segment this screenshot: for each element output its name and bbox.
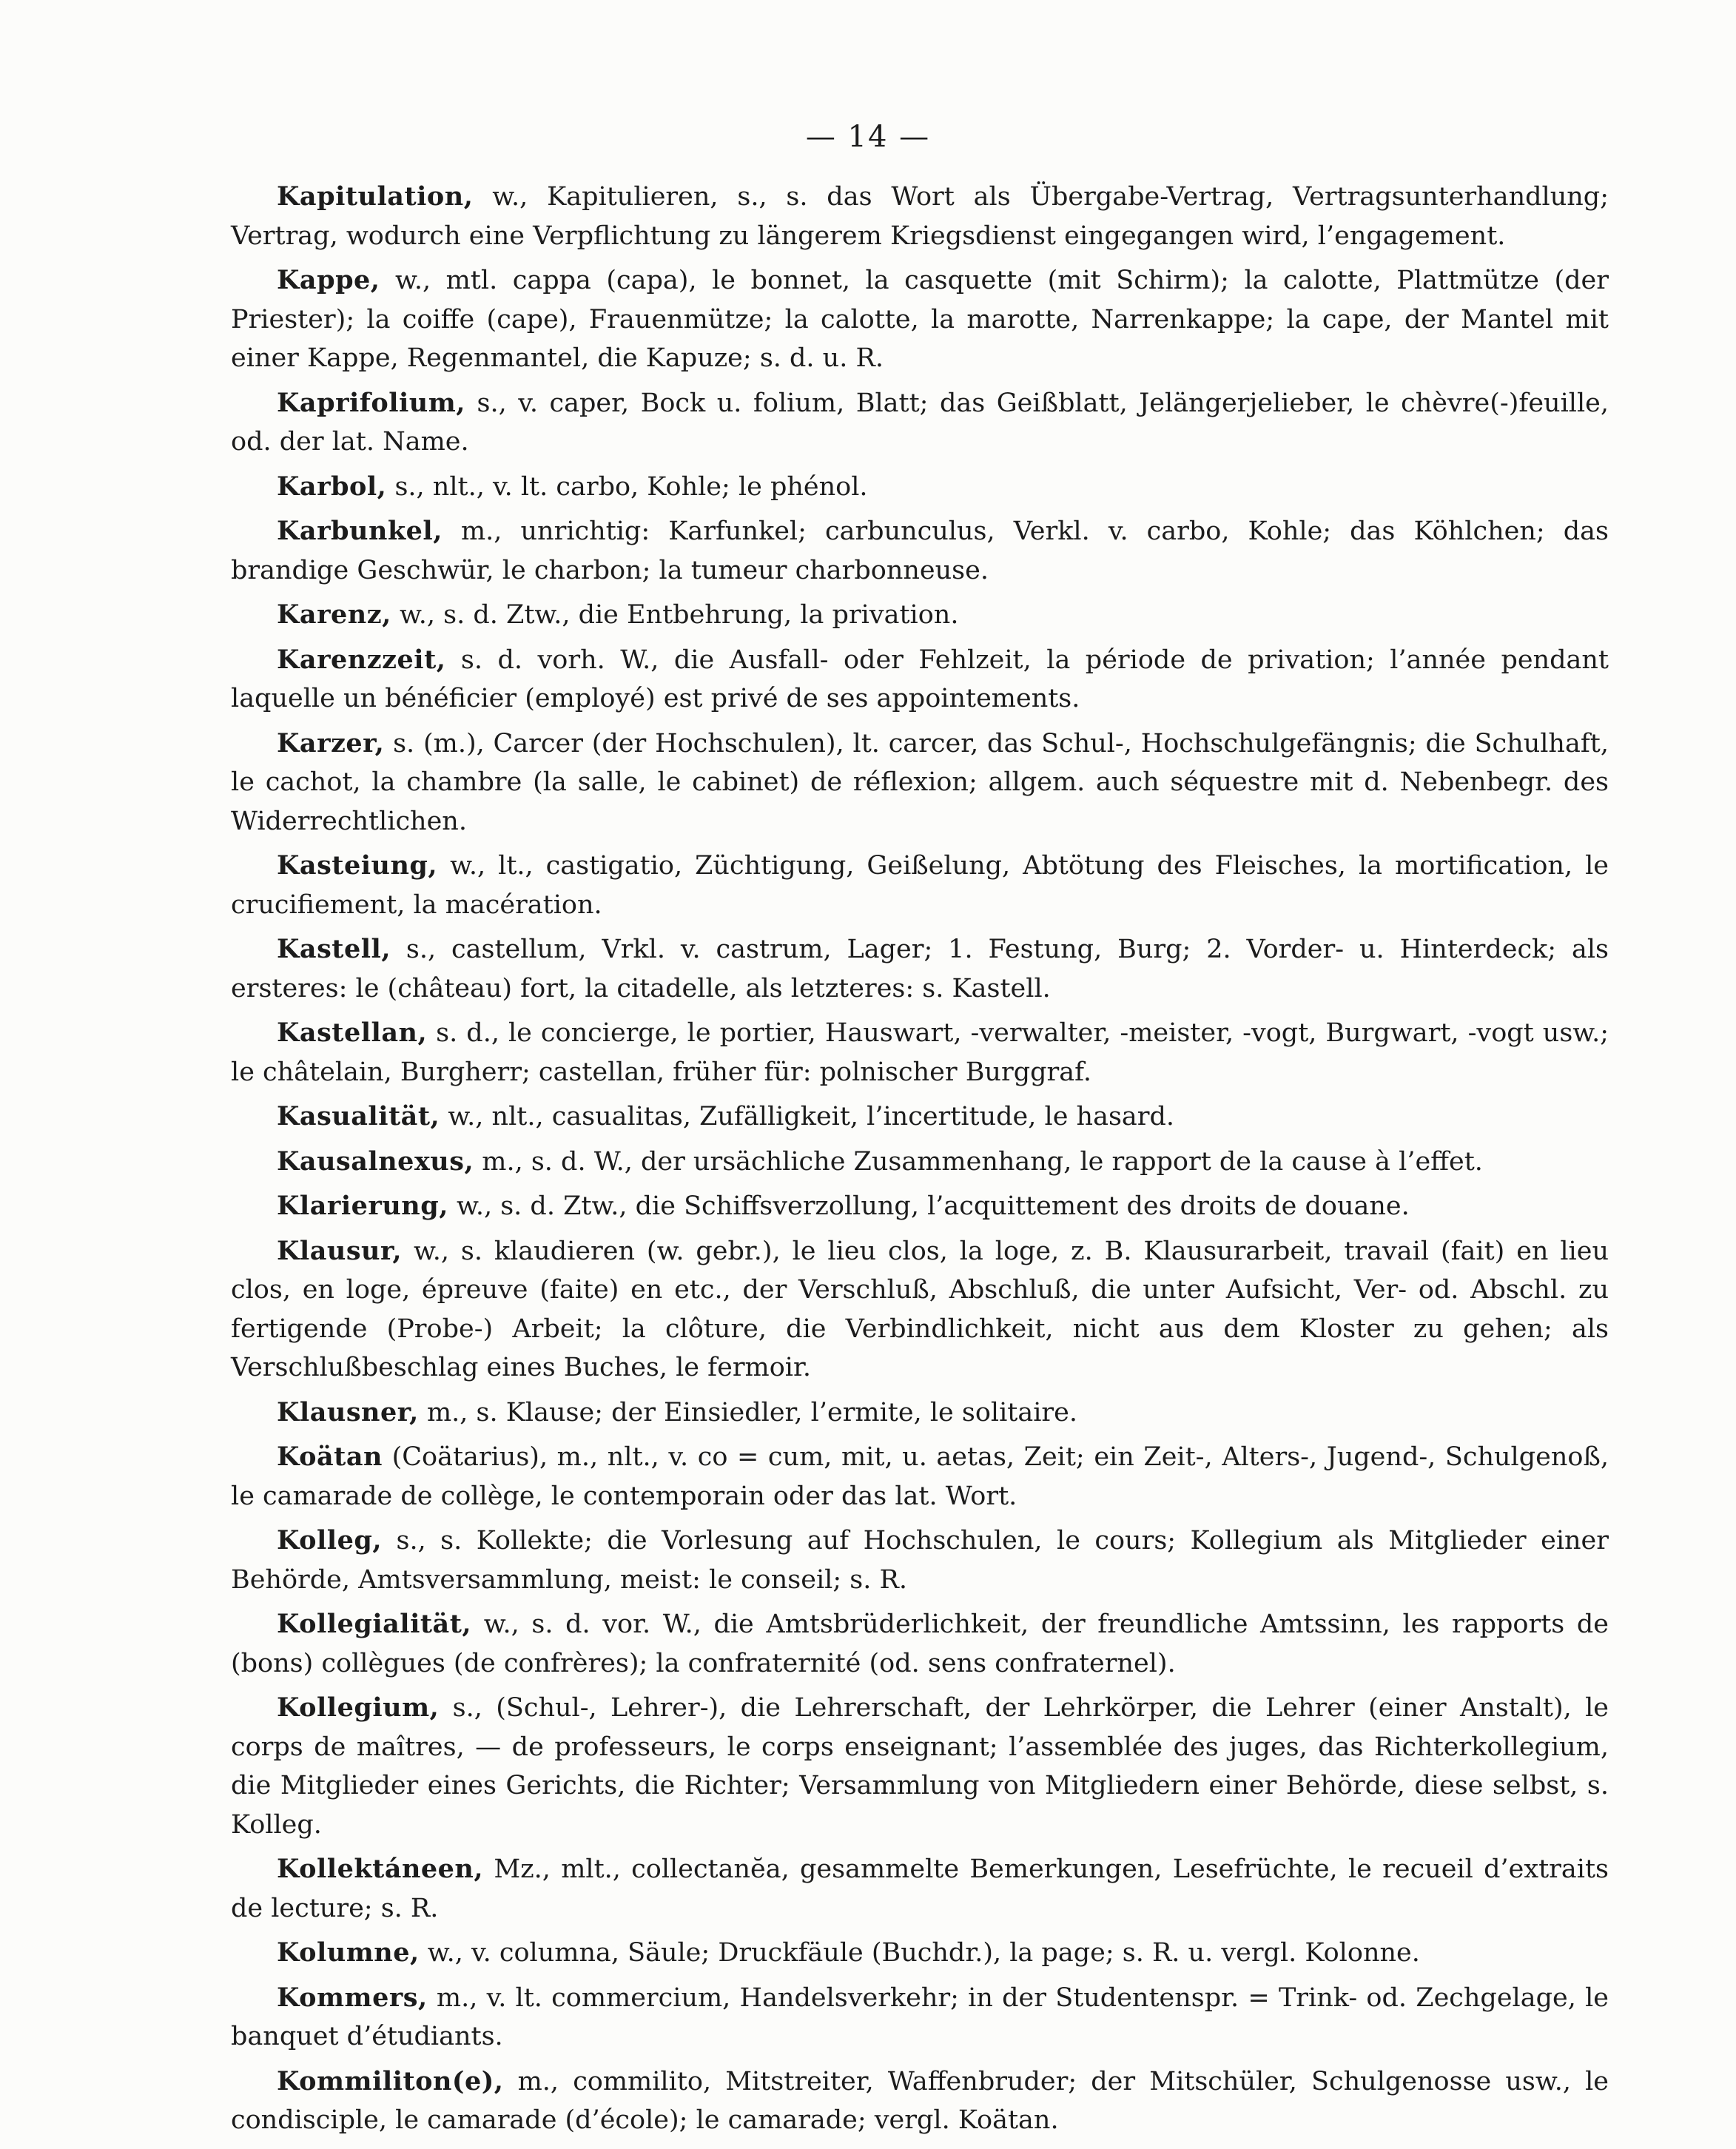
entry-koaetan [231,1438,1609,1516]
entry-head: Kappe, [277,265,380,295]
entry-head: Kapitulation, [277,181,474,212]
entry-body: m., s. Klause; der Einsiedler, l’ermite, le solitaire. [418,1397,1077,1427]
entry-body: w., s. klaudieren (w. gebr.), le lieu clos, la loge, z. B. Klausurarbeit, travail (fait) en lieu clos, en loge, épreuve (faite) en etc., der Verschluß, Abschluß, die unter Aufsicht, Ver- od. Abschl. zu fertigende (Probe-) Arbeit; la clôture, die Verbindlichkeit, nicht aus dem Kloster zu gehen; als Verschlußbeschlag eines Buches, le fermoir. [231,1236,1609,1382]
entry-head: Kastellan, [277,1018,428,1048]
entry-head: Karbunkel, [277,516,443,546]
entry-body: w., nlt., casualitas, Zufälligkeit, l’incertitude, le hasard. [440,1102,1175,1131]
entry-head: Kolumne, [277,1937,420,1968]
entry-karenz [231,596,1609,635]
entry-head: Kommers, [277,1982,428,2013]
entry-kapitulation [231,178,1609,255]
entry-head: Koätan [277,1442,383,1472]
entry-karbunkel [231,512,1609,590]
entry-body: w., v. columna, Säule; Druckfäule (Buchdr.), la page; s. R. u. vergl. Kolonne. [419,1938,1420,1968]
entry-klausur [231,1232,1609,1388]
entry-kasualitaet [231,1097,1609,1137]
entry-head: Kastell, [277,934,391,964]
entry-karenzzeit [231,641,1609,719]
entry-head: Kollegialität, [277,1609,472,1639]
entry-body: m., commilito, Mitstreiter, Waffenbruder; der Mitschüler, Schulgenosse usw., le condisciple, le camarade (d’école); le camarade; vergl. Koätan. [231,2066,1609,2135]
entry-body: (Coätarius), m., nlt., v. co = cum, mit, u. aetas, Zeit; ein Zeit-, Alters-, Jugend-, Schulgenoß, le camarade de collège, le contemporain oder das lat. Wort. [231,1442,1609,1511]
page-number: — 14 — [805,120,931,154]
entry-kollegium [231,1689,1609,1844]
entry-body: w., mtl. cappa (capa), le bonnet, la casquette (mit Schirm); la calotte, Plattmütze (der Priester); la coiffe (cape), Frauenmütze; la calotte, la marotte, Narrenkappe; la cape, der Mantel mit einer Kappe, Regenmantel, die Kapuze; s. d. u. R. [231,266,1609,373]
entry-head: Kasualität, [277,1101,440,1131]
entry-head: Klausur, [277,1235,403,1266]
dictionary-entries [231,178,1609,2146]
entry-head: Kommiliton(e), [277,2065,504,2096]
entry-klausner [231,1393,1609,1433]
entry-kastell [231,930,1609,1008]
entry-head: Kollegium, [277,1692,440,1723]
entry-kastellan [231,1014,1609,1092]
entry-kappe [231,261,1609,378]
entry-kaprifolium [231,384,1609,462]
entry-body: s., castellum, Vrkl. v. castrum, Lager; 1. Festung, Burg; 2. Vorder- u. Hinterdeck; als ersteres: le (château) fort, la citadelle, als letzteres: s. Kastell. [231,935,1609,1003]
entry-kollektaneen [231,1850,1609,1928]
entry-head: Klarierung, [277,1191,448,1221]
entry-body: Mz., mlt., collectanĕa, gesammelte Bemerkungen, Lesefrüchte, le recueil d’extraits de lecture; s. R. [231,1854,1609,1923]
entry-head: Karenzzeit, [277,644,446,675]
entry-head: Kolleg, [277,1525,383,1556]
entry-head: Kasteiung, [277,850,438,881]
entry-head: Karbol, [277,471,387,502]
entry-klarierung [231,1187,1609,1226]
entry-head: Karenz, [277,599,391,630]
entry-body: s., s. Kollekte; die Vorlesung auf Hochschulen, le cours; Kollegium als Mitglieder einer Behörde, Amtsversammlung, meist: le conseil; s. R. [231,1526,1609,1595]
entry-body: w., s. d. Ztw., die Entbehrung, la privation. [391,600,959,630]
entry-kollegialitaet [231,1605,1609,1683]
entry-body: w., lt., castigatio, Züchtigung, Geißelung, Abtötung des Fleisches, la mortification, le crucifiement, la macération. [231,851,1609,920]
entry-body: m., s. d. W., der ursächliche Zusammenhang, le rapport de la cause à l’effet. [474,1146,1483,1177]
entry-body: w., Kapitulieren, s., s. das Wort als Übergabe-Vertrag, Vertragsunterhandlung; Vertrag, wodurch eine Verpflichtung zu längerem Kriegsdienst eingegangen wird, l’engagement. [231,182,1609,251]
entry-head: Kaprifolium, [277,387,465,418]
entry-body: w., s. d. Ztw., die Schiffsverzollung, l’acquittement des droits de douane. [448,1191,1410,1221]
entry-body: s., v. caper, Bock u. folium, Blatt; das Geißblatt, Jelängerjelieber, le chèvre(-)feuille, od. der lat. Name. [231,388,1609,457]
entry-head: Kollektáneen, [277,1854,484,1884]
entry-body: s., (Schul-, Lehrer-), die Lehrerschaft, der Lehrkörper, die Lehrer (einer Anstalt), le corps de maîtres, — de professeurs, le corps enseignant; l’assemblée des juges, das Richterkollegium, die Mitglieder eines Gerichts, die Richter; Versammlung von Mitgliedern einer Behörde, diese selbst, s. Kolleg. [231,1693,1609,1840]
entry-kolleg [231,1521,1609,1599]
entry-head: Karzer, [277,727,385,759]
entry-body: m., unrichtig: Karfunkel; carbunculus, Verkl. v. carbo, Kohle; das Köhlchen; das brandige Geschwür, le charbon; la tumeur charbonneuse. [231,517,1609,585]
entry-body: s. (m.), Carcer (der Hochschulen), lt. carcer, das Schul-, Hochschulgefängnis; die Schulhaft, le cachot, la chambre (la salle, le cabinet) de réflexion; allgem. auch séquestre mit d. Nebenbegr. des Widerrechtlichen. [231,728,1609,836]
entry-kommiliton [231,2062,1609,2140]
entry-head: Klausner, [277,1396,419,1427]
entry-head: Kausalnexus, [277,1146,474,1177]
entry-body: s. d. vorh. W., die Ausfall- oder Fehlzeit, la période de privation; l’année pendant laquelle un bénéficier (employé) est privé de ses appointements. [231,645,1609,713]
entry-kasteiung [231,847,1609,924]
entry-kausalnexus [231,1143,1609,1182]
entry-karbol [231,468,1609,507]
entry-kommers [231,1979,1609,2056]
entry-body: w., s. d. vor. W., die Amtsbrüderlichkeit, der freundliche Amtssinn, les rapports de (bons) collègues (de confrères); la confraternité (od. sens confraternel). [231,1610,1609,1678]
entry-karzer [231,724,1609,841]
entry-kolumne [231,1934,1609,1973]
entry-body: m., v. lt. commercium, Handelsverkehr; in der Studentenspr. = Trink- od. Zechgelage, le banquet d’étudiants. [231,1982,1609,2051]
entry-body: s., nlt., v. lt. carbo, Kohle; le phénol. [386,471,868,502]
entry-body: s. d., le concierge, le portier, Hauswart, -verwalter, -meister, -vogt, Burgwart, -vogt usw.; le châtelain, Burgherr; castellan, früher für: polnischer Burggraf. [231,1018,1609,1087]
